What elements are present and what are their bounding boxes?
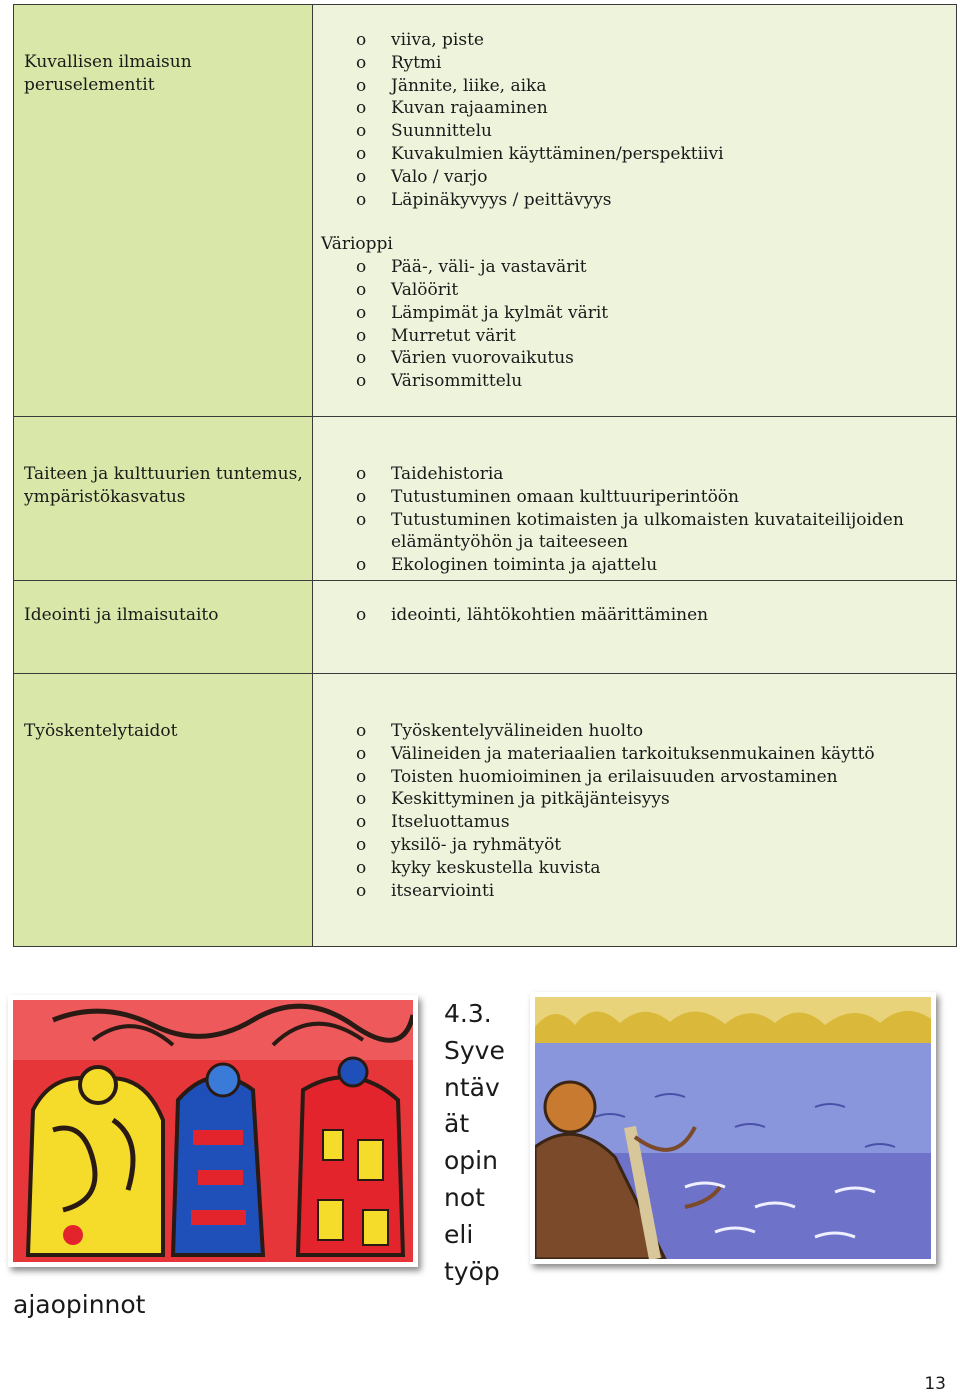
row-label: ympäristökasvatus [24, 486, 186, 507]
list-item: o Murretut värit [321, 325, 948, 348]
list-item: o Toisten huomioiminen ja erilaisuuden arvostaminen [321, 766, 948, 789]
list-item: o Värisommittelu [321, 370, 948, 393]
bullet-list [321, 463, 948, 577]
list-item: o viiva, piste [321, 29, 948, 52]
row-content-cell [313, 417, 957, 581]
bullet-list [321, 29, 948, 211]
table-row [14, 581, 957, 674]
row-content-cell [313, 674, 957, 947]
page-number: 13 [924, 1374, 946, 1394]
row-content-cell [313, 5, 957, 417]
heading-line: ntäv [444, 1072, 500, 1102]
heading-line: työp [444, 1256, 500, 1286]
list-item: o Välineiden ja materiaalien tarkoituksenmukainen käyttö [321, 743, 948, 766]
list-item: o Tutustuminen omaan kulttuuriperintöön [321, 486, 948, 509]
list-item: o Kuvakulmien käyttäminen/perspektiivi [321, 143, 948, 166]
curriculum-table [13, 4, 957, 947]
row-content-cell [313, 581, 957, 674]
section-subheading: Värioppi [321, 234, 393, 255]
list-item: o Värien vuorovaikutus [321, 347, 948, 370]
row-label: Kuvallisen ilmaisun [24, 52, 192, 72]
list-item: o ideointi, lähtökohtien määrittäminen [321, 604, 948, 627]
list-item: o Taidehistoria [321, 463, 948, 486]
list-item: o kyky keskustella kuvista [321, 857, 948, 880]
heading-continuation: ajaopinnot [13, 1290, 146, 1319]
heading-line: opin [444, 1146, 498, 1176]
heading-line: not [444, 1182, 485, 1212]
list-item: o Läpinäkyvyys / peittävyys [321, 189, 948, 212]
list-item: o Valo / varjo [321, 166, 948, 189]
bullet-list [321, 256, 948, 393]
list-item: o Ekologinen toiminta ja ajattelu [321, 554, 948, 577]
list-item: o Jännite, liike, aika [321, 75, 948, 98]
row-label: Työskentelytaidot [24, 721, 178, 741]
table-row [14, 5, 957, 417]
childrens-painting-lake-image [530, 992, 936, 1264]
childrens-painting-lake-icon [535, 997, 931, 1259]
heading-line: eli [444, 1219, 474, 1249]
list-item: o Tutustuminen kotimaisten ja ulkomaisten kuvataiteilijoiden elämäntyöhön ja taiteeseen [321, 509, 948, 555]
row-label-cell [14, 674, 313, 947]
row-label-cell [14, 581, 313, 674]
list-item: o Työskentelyvälineiden huolto [321, 720, 948, 743]
list-item: o Rytmi [321, 52, 948, 75]
row-label: peruselementit [24, 74, 155, 95]
list-item: o Suunnittelu [321, 120, 948, 143]
list-item: o Lämpimät ja kylmät värit [321, 302, 948, 325]
childrens-painting-figures-image [8, 995, 418, 1267]
row-label-cell [14, 417, 313, 581]
section-heading [444, 996, 524, 1290]
heading-line: 4.3. [444, 999, 492, 1028]
list-item: o Keskittyminen ja pitkäjänteisyys [321, 788, 948, 811]
heading-line: ät [444, 1109, 470, 1139]
table-row [14, 417, 957, 581]
list-item: o Kuvan rajaaminen [321, 97, 948, 120]
heading-line: Syve [444, 1035, 505, 1065]
list-item: o yksilö- ja ryhmätyöt [321, 834, 948, 857]
bullet-list [321, 720, 948, 902]
row-label: Taiteen ja kulttuurien tuntemus, [24, 464, 303, 484]
bullet-list [321, 604, 948, 627]
row-label: Ideointi ja ilmaisutaito [24, 605, 219, 625]
table-row [14, 674, 957, 947]
list-item: o Pää-, väli- ja vastavärit [321, 256, 948, 279]
list-item: o Valöörit [321, 279, 948, 302]
childrens-painting-figures-icon [13, 1000, 413, 1262]
list-item: o Itseluottamus [321, 811, 948, 834]
row-label-cell [14, 5, 313, 417]
list-item: o itsearviointi [321, 880, 948, 903]
